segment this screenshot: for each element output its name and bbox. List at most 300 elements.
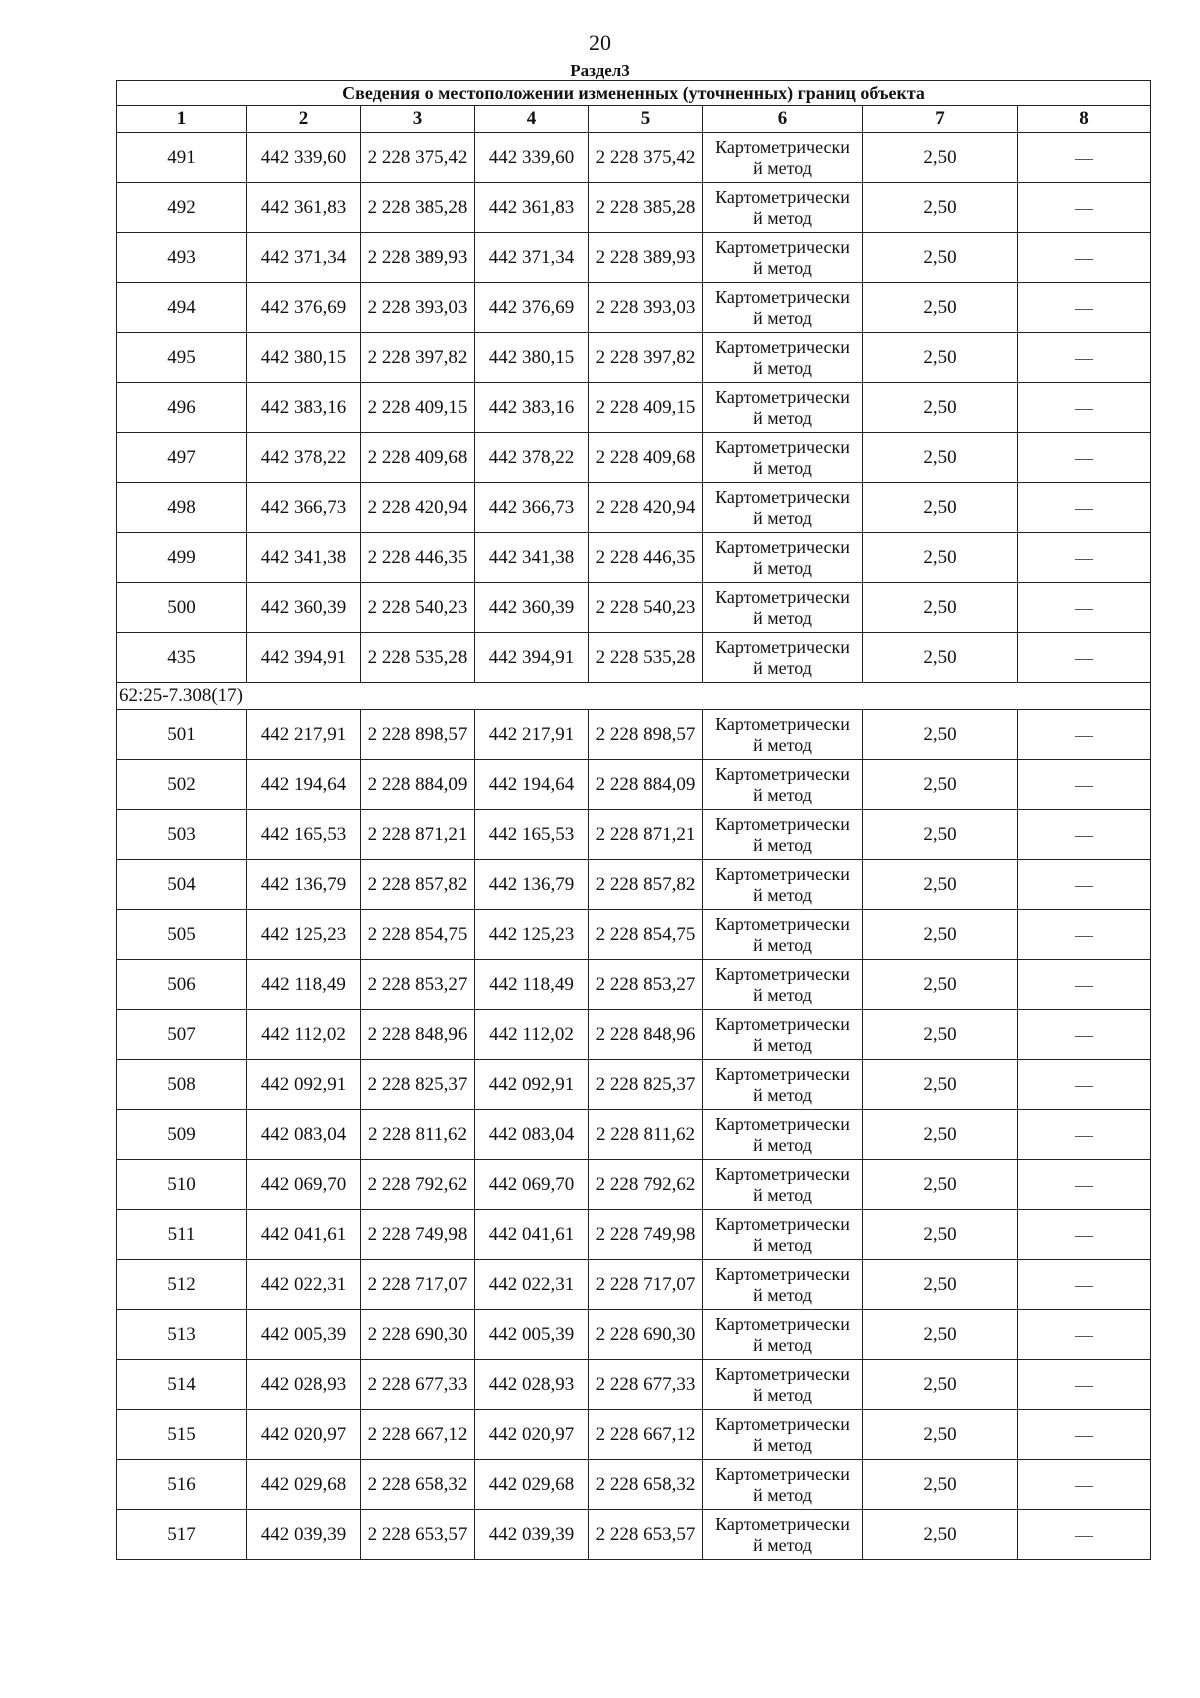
method-text: й метод — [753, 1034, 812, 1055]
coordinate-cell: 442 371,34 — [247, 233, 361, 283]
method-cell — [703, 710, 863, 760]
table-row — [117, 1110, 1151, 1160]
table-row — [117, 1210, 1151, 1260]
coordinate-cell: 442 029,68 — [247, 1460, 361, 1510]
method-text: Картометрически — [715, 863, 850, 884]
method-cell — [703, 1310, 863, 1360]
point-number-cell: 514 — [117, 1360, 247, 1410]
method-text: Картометрически — [715, 813, 850, 834]
coordinate-cell: 442 378,22 — [247, 433, 361, 483]
point-number-cell: 510 — [117, 1160, 247, 1210]
point-number-cell: 512 — [117, 1260, 247, 1310]
column-header: 5 — [589, 106, 703, 133]
coordinate-cell: 442 020,97 — [247, 1410, 361, 1460]
coordinate-cell: 442 194,64 — [247, 760, 361, 810]
coordinate-cell: 442 125,23 — [475, 910, 589, 960]
coordinate-cell: 442 217,91 — [475, 710, 589, 760]
accuracy-cell: 2,50 — [863, 483, 1018, 533]
method-text: й метод — [753, 934, 812, 955]
method-cell — [703, 133, 863, 183]
table-row — [117, 1310, 1151, 1360]
coordinate-cell: 442 341,38 — [247, 533, 361, 583]
accuracy-cell: 2,50 — [863, 710, 1018, 760]
point-number-cell: 516 — [117, 1460, 247, 1510]
point-number-cell: 496 — [117, 383, 247, 433]
table-row — [117, 1410, 1151, 1460]
method-text: Картометрически — [715, 636, 850, 657]
method-cell — [703, 810, 863, 860]
point-number-cell: 513 — [117, 1310, 247, 1360]
method-cell — [703, 760, 863, 810]
method-cell — [703, 1410, 863, 1460]
description-cell: — — [1018, 633, 1151, 683]
coordinate-cell: 2 228 389,93 — [589, 233, 703, 283]
coordinate-cell: 2 228 848,96 — [361, 1010, 475, 1060]
coordinate-cell: 442 039,39 — [247, 1510, 361, 1560]
accuracy-cell: 2,50 — [863, 760, 1018, 810]
coordinate-cell: 442 092,91 — [247, 1060, 361, 1110]
table-row — [117, 960, 1151, 1010]
coordinate-cell: 2 228 857,82 — [589, 860, 703, 910]
table-caption: Сведения о местоположении измененных (уточненных) границ объекта — [117, 81, 1151, 106]
method-cell — [703, 960, 863, 1010]
coordinate-cell: 442 194,64 — [475, 760, 589, 810]
accuracy-cell: 2,50 — [863, 810, 1018, 860]
method-text: й метод — [753, 1334, 812, 1355]
table-row — [117, 583, 1151, 633]
table-row — [117, 1510, 1151, 1560]
accuracy-cell: 2,50 — [863, 1410, 1018, 1460]
coordinate-cell: 442 366,73 — [475, 483, 589, 533]
coordinate-cell: 442 361,83 — [475, 183, 589, 233]
coordinate-cell: 442 083,04 — [475, 1110, 589, 1160]
column-header: 4 — [475, 106, 589, 133]
table-row — [117, 1010, 1151, 1060]
column-header: 6 — [703, 106, 863, 133]
description-cell: — — [1018, 1360, 1151, 1410]
method-cell — [703, 1260, 863, 1310]
coordinate-cell: 2 228 871,21 — [361, 810, 475, 860]
method-text: Картометрически — [715, 1463, 850, 1484]
coordinate-cell: 442 376,69 — [247, 283, 361, 333]
accuracy-cell: 2,50 — [863, 433, 1018, 483]
page-number: 20 — [589, 30, 611, 55]
point-number-cell: 495 — [117, 333, 247, 383]
accuracy-cell: 2,50 — [863, 333, 1018, 383]
method-text: Картометрически — [715, 486, 850, 507]
method-text: й метод — [753, 1484, 812, 1505]
coordinate-cell: 442 165,53 — [247, 810, 361, 860]
table-row — [117, 533, 1151, 583]
column-header-row — [117, 106, 1151, 133]
coordinate-cell: 2 228 677,33 — [589, 1360, 703, 1410]
coordinate-cell: 442 339,60 — [247, 133, 361, 183]
coordinate-cell: 2 228 409,15 — [361, 383, 475, 433]
coordinate-cell: 2 228 409,68 — [589, 433, 703, 483]
method-text: Картометрически — [715, 1063, 850, 1084]
method-cell — [703, 533, 863, 583]
point-number-cell: 491 — [117, 133, 247, 183]
method-text: Картометрически — [715, 1113, 850, 1134]
description-cell: — — [1018, 333, 1151, 383]
coordinate-cell: 442 360,39 — [247, 583, 361, 633]
coordinate-cell: 442 029,68 — [475, 1460, 589, 1510]
method-cell — [703, 383, 863, 433]
point-number-cell: 494 — [117, 283, 247, 333]
method-text: Картометрически — [715, 713, 850, 734]
coordinate-cell: 2 228 667,12 — [589, 1410, 703, 1460]
description-cell: — — [1018, 1210, 1151, 1260]
accuracy-cell: 2,50 — [863, 1260, 1018, 1310]
description-cell: — — [1018, 960, 1151, 1010]
method-text: Картометрически — [715, 1013, 850, 1034]
table-row — [117, 483, 1151, 533]
table-row — [117, 1260, 1151, 1310]
coordinate-cell: 2 228 884,09 — [361, 760, 475, 810]
table-row — [117, 233, 1151, 283]
coordinate-cell: 2 228 898,57 — [589, 710, 703, 760]
point-number-cell: 502 — [117, 760, 247, 810]
coordinate-cell: 2 228 667,12 — [361, 1410, 475, 1460]
method-cell — [703, 1110, 863, 1160]
description-cell: — — [1018, 533, 1151, 583]
method-cell — [703, 1010, 863, 1060]
coordinate-cell: 2 228 446,35 — [589, 533, 703, 583]
coordinate-cell: 442 069,70 — [247, 1160, 361, 1210]
column-header: 8 — [1018, 106, 1151, 133]
column-header: 1 — [117, 106, 247, 133]
coordinate-cell: 442 112,02 — [247, 1010, 361, 1060]
coordinate-cell: 442 339,60 — [475, 133, 589, 183]
point-number-cell: 506 — [117, 960, 247, 1010]
description-cell: — — [1018, 1410, 1151, 1460]
method-cell — [703, 860, 863, 910]
method-text: Картометрически — [715, 286, 850, 307]
accuracy-cell: 2,50 — [863, 1160, 1018, 1210]
accuracy-cell: 2,50 — [863, 1310, 1018, 1360]
coordinate-cell: 442 136,79 — [475, 860, 589, 910]
accuracy-cell: 2,50 — [863, 1110, 1018, 1160]
method-text: Картометрически — [715, 1413, 850, 1434]
table-row — [117, 910, 1151, 960]
point-number-cell: 492 — [117, 183, 247, 233]
coordinate-cell: 2 228 420,94 — [361, 483, 475, 533]
point-number-cell: 508 — [117, 1060, 247, 1110]
coordinate-cell: 442 378,22 — [475, 433, 589, 483]
method-cell — [703, 1510, 863, 1560]
description-cell: — — [1018, 1310, 1151, 1360]
coordinate-cell: 2 228 397,82 — [361, 333, 475, 383]
coordinate-cell: 442 394,91 — [475, 633, 589, 683]
coordinate-cell: 2 228 389,93 — [361, 233, 475, 283]
method-text: Картометрически — [715, 1163, 850, 1184]
description-cell: — — [1018, 710, 1151, 760]
accuracy-cell: 2,50 — [863, 183, 1018, 233]
description-cell: — — [1018, 1510, 1151, 1560]
coordinate-cell: 442 394,91 — [247, 633, 361, 683]
coordinate-cell: 2 228 677,33 — [361, 1360, 475, 1410]
coordinate-cell: 442 361,83 — [247, 183, 361, 233]
accuracy-cell: 2,50 — [863, 1010, 1018, 1060]
point-number-cell: 511 — [117, 1210, 247, 1260]
coordinate-cell: 2 228 540,23 — [361, 583, 475, 633]
point-number-cell: 509 — [117, 1110, 247, 1160]
coordinate-cell: 2 228 690,30 — [361, 1310, 475, 1360]
coordinate-cell: 442 022,31 — [247, 1260, 361, 1310]
table-row — [117, 133, 1151, 183]
coordinate-cell: 2 228 717,07 — [589, 1260, 703, 1310]
table-row — [117, 633, 1151, 683]
method-cell — [703, 183, 863, 233]
table-body — [117, 133, 1151, 1560]
method-text: й метод — [753, 884, 812, 905]
accuracy-cell: 2,50 — [863, 960, 1018, 1010]
coordinate-cell: 2 228 871,21 — [589, 810, 703, 860]
accuracy-cell: 2,50 — [863, 633, 1018, 683]
coordinate-cell: 2 228 792,62 — [589, 1160, 703, 1210]
accuracy-cell: 2,50 — [863, 283, 1018, 333]
description-cell: — — [1018, 183, 1151, 233]
coordinate-cell: 442 028,93 — [247, 1360, 361, 1410]
method-cell — [703, 483, 863, 533]
description-cell: — — [1018, 283, 1151, 333]
coordinate-cell: 2 228 749,98 — [361, 1210, 475, 1260]
method-cell — [703, 283, 863, 333]
coordinate-cell: 442 112,02 — [475, 1010, 589, 1060]
coordinate-cell: 2 228 397,82 — [589, 333, 703, 383]
coordinate-cell: 2 228 385,28 — [361, 183, 475, 233]
table-caption-row — [117, 81, 1151, 106]
method-text: Картометрически — [715, 1363, 850, 1384]
point-number-cell: 435 — [117, 633, 247, 683]
table-row — [117, 760, 1151, 810]
description-cell: — — [1018, 433, 1151, 483]
method-text: й метод — [753, 457, 812, 478]
coordinate-cell: 442 020,97 — [475, 1410, 589, 1460]
table-row — [117, 860, 1151, 910]
method-text: Картометрически — [715, 336, 850, 357]
method-cell — [703, 583, 863, 633]
method-text: Картометрически — [715, 1263, 850, 1284]
method-text: й метод — [753, 1534, 812, 1555]
method-text: Картометрически — [715, 1313, 850, 1334]
coordinate-cell: 2 228 446,35 — [361, 533, 475, 583]
method-text: й метод — [753, 1234, 812, 1255]
method-cell — [703, 333, 863, 383]
coordinate-cell: 2 228 658,32 — [361, 1460, 475, 1510]
coordinate-cell: 442 165,53 — [475, 810, 589, 860]
method-text: й метод — [753, 607, 812, 628]
method-text: Картометрически — [715, 963, 850, 984]
method-text: й метод — [753, 984, 812, 1005]
point-number-cell: 493 — [117, 233, 247, 283]
coordinate-cell: 442 217,91 — [247, 710, 361, 760]
method-text: Картометрически — [715, 436, 850, 457]
description-cell: — — [1018, 810, 1151, 860]
method-text: й метод — [753, 1384, 812, 1405]
description-cell: — — [1018, 1160, 1151, 1210]
coordinate-cell: 2 228 653,57 — [361, 1510, 475, 1560]
description-cell: — — [1018, 910, 1151, 960]
coordinate-cell: 2 228 811,62 — [589, 1110, 703, 1160]
point-number-cell: 505 — [117, 910, 247, 960]
point-number-cell: 500 — [117, 583, 247, 633]
point-number-cell: 498 — [117, 483, 247, 533]
accuracy-cell: 2,50 — [863, 910, 1018, 960]
point-number-cell: 507 — [117, 1010, 247, 1060]
coordinate-cell: 442 380,15 — [475, 333, 589, 383]
coordinate-cell: 442 125,23 — [247, 910, 361, 960]
description-cell: — — [1018, 383, 1151, 433]
method-text: й метод — [753, 207, 812, 228]
point-number-cell: 497 — [117, 433, 247, 483]
method-text: й метод — [753, 507, 812, 528]
method-cell — [703, 1160, 863, 1210]
coordinate-cell: 442 092,91 — [475, 1060, 589, 1110]
coordinate-cell: 2 228 792,62 — [361, 1160, 475, 1210]
coordinate-cell: 2 228 857,82 — [361, 860, 475, 910]
column-header: 2 — [247, 106, 361, 133]
coordinate-cell: 442 028,93 — [475, 1360, 589, 1410]
coordinate-cell: 442 366,73 — [247, 483, 361, 533]
method-text: й метод — [753, 257, 812, 278]
coordinate-cell: 2 228 535,28 — [589, 633, 703, 683]
coordinate-cell: 442 022,31 — [475, 1260, 589, 1310]
group-row — [117, 683, 1151, 710]
point-number-cell: 501 — [117, 710, 247, 760]
method-text: й метод — [753, 1434, 812, 1455]
method-cell — [703, 1210, 863, 1260]
method-text: й метод — [753, 357, 812, 378]
accuracy-cell: 2,50 — [863, 583, 1018, 633]
table-row — [117, 383, 1151, 433]
method-cell — [703, 1360, 863, 1410]
method-text: Картометрически — [715, 236, 850, 257]
description-cell: — — [1018, 760, 1151, 810]
coordinate-cell: 2 228 825,37 — [361, 1060, 475, 1110]
coordinate-cell: 442 041,61 — [475, 1210, 589, 1260]
point-number-cell: 503 — [117, 810, 247, 860]
method-cell — [703, 910, 863, 960]
description-cell: — — [1018, 860, 1151, 910]
method-text: й метод — [753, 1134, 812, 1155]
coordinate-cell: 2 228 658,32 — [589, 1460, 703, 1510]
table-row — [117, 183, 1151, 233]
coordinate-cell: 2 228 690,30 — [589, 1310, 703, 1360]
point-number-cell: 504 — [117, 860, 247, 910]
coordinate-cell: 2 228 385,28 — [589, 183, 703, 233]
group-label: 62:25-7.308(17) — [117, 683, 1151, 710]
method-cell — [703, 433, 863, 483]
coordinate-cell: 442 360,39 — [475, 583, 589, 633]
method-cell — [703, 233, 863, 283]
accuracy-cell: 2,50 — [863, 533, 1018, 583]
table-row — [117, 710, 1151, 760]
coordinate-cell: 442 341,38 — [475, 533, 589, 583]
table-row — [117, 810, 1151, 860]
accuracy-cell: 2,50 — [863, 1460, 1018, 1510]
description-cell: — — [1018, 1460, 1151, 1510]
method-text: Картометрически — [715, 763, 850, 784]
method-text: й метод — [753, 734, 812, 755]
coordinate-cell: 2 228 653,57 — [589, 1510, 703, 1560]
table-row — [117, 1060, 1151, 1110]
coordinate-cell: 2 228 717,07 — [361, 1260, 475, 1310]
method-text: Картометрически — [715, 913, 850, 934]
coordinates-table — [116, 80, 1151, 1560]
description-cell: — — [1018, 233, 1151, 283]
accuracy-cell: 2,50 — [863, 860, 1018, 910]
method-text: й метод — [753, 657, 812, 678]
coordinate-cell: 2 228 375,42 — [589, 133, 703, 183]
method-text: Картометрически — [715, 136, 850, 157]
table-row — [117, 333, 1151, 383]
method-text: й метод — [753, 1184, 812, 1205]
coordinate-cell: 442 005,39 — [475, 1310, 589, 1360]
table-row — [117, 1160, 1151, 1210]
method-text: й метод — [753, 157, 812, 178]
coordinate-cell: 442 371,34 — [475, 233, 589, 283]
coordinate-cell: 442 118,49 — [475, 960, 589, 1010]
accuracy-cell: 2,50 — [863, 1060, 1018, 1110]
coordinate-cell: 2 228 854,75 — [361, 910, 475, 960]
coordinate-cell: 2 228 409,68 — [361, 433, 475, 483]
method-text: Картометрически — [715, 386, 850, 407]
method-cell — [703, 1460, 863, 1510]
accuracy-cell: 2,50 — [863, 133, 1018, 183]
coordinate-cell: 2 228 375,42 — [361, 133, 475, 183]
point-number-cell: 499 — [117, 533, 247, 583]
coordinate-cell: 2 228 848,96 — [589, 1010, 703, 1060]
description-cell: — — [1018, 1060, 1151, 1110]
method-text: й метод — [753, 1284, 812, 1305]
method-text: Картометрически — [715, 186, 850, 207]
method-text: й метод — [753, 557, 812, 578]
coordinate-cell: 442 383,16 — [247, 383, 361, 433]
accuracy-cell: 2,50 — [863, 1360, 1018, 1410]
column-header: 7 — [863, 106, 1018, 133]
method-text: Картометрически — [715, 536, 850, 557]
coordinate-cell: 2 228 749,98 — [589, 1210, 703, 1260]
method-text: Картометрически — [715, 1213, 850, 1234]
coordinate-cell: 442 118,49 — [247, 960, 361, 1010]
coordinate-cell: 2 228 854,75 — [589, 910, 703, 960]
coordinate-cell: 442 380,15 — [247, 333, 361, 383]
coordinate-cell: 2 228 853,27 — [361, 960, 475, 1010]
coordinate-cell: 2 228 393,03 — [361, 283, 475, 333]
coordinate-cell: 2 228 898,57 — [361, 710, 475, 760]
description-cell: — — [1018, 483, 1151, 533]
column-header: 3 — [361, 106, 475, 133]
coordinate-cell: 442 041,61 — [247, 1210, 361, 1260]
coordinate-cell: 442 083,04 — [247, 1110, 361, 1160]
accuracy-cell: 2,50 — [863, 1210, 1018, 1260]
point-number-cell: 517 — [117, 1510, 247, 1560]
method-cell — [703, 633, 863, 683]
method-text: й метод — [753, 407, 812, 428]
method-cell — [703, 1060, 863, 1110]
coordinate-cell: 2 228 884,09 — [589, 760, 703, 810]
point-number-cell: 515 — [117, 1410, 247, 1460]
table-row — [117, 283, 1151, 333]
coordinate-cell: 442 376,69 — [475, 283, 589, 333]
coordinate-cell: 2 228 393,03 — [589, 283, 703, 333]
method-text: Картометрически — [715, 1513, 850, 1534]
accuracy-cell: 2,50 — [863, 1510, 1018, 1560]
table-row — [117, 433, 1151, 483]
description-cell: — — [1018, 1260, 1151, 1310]
method-text: Картометрически — [715, 586, 850, 607]
